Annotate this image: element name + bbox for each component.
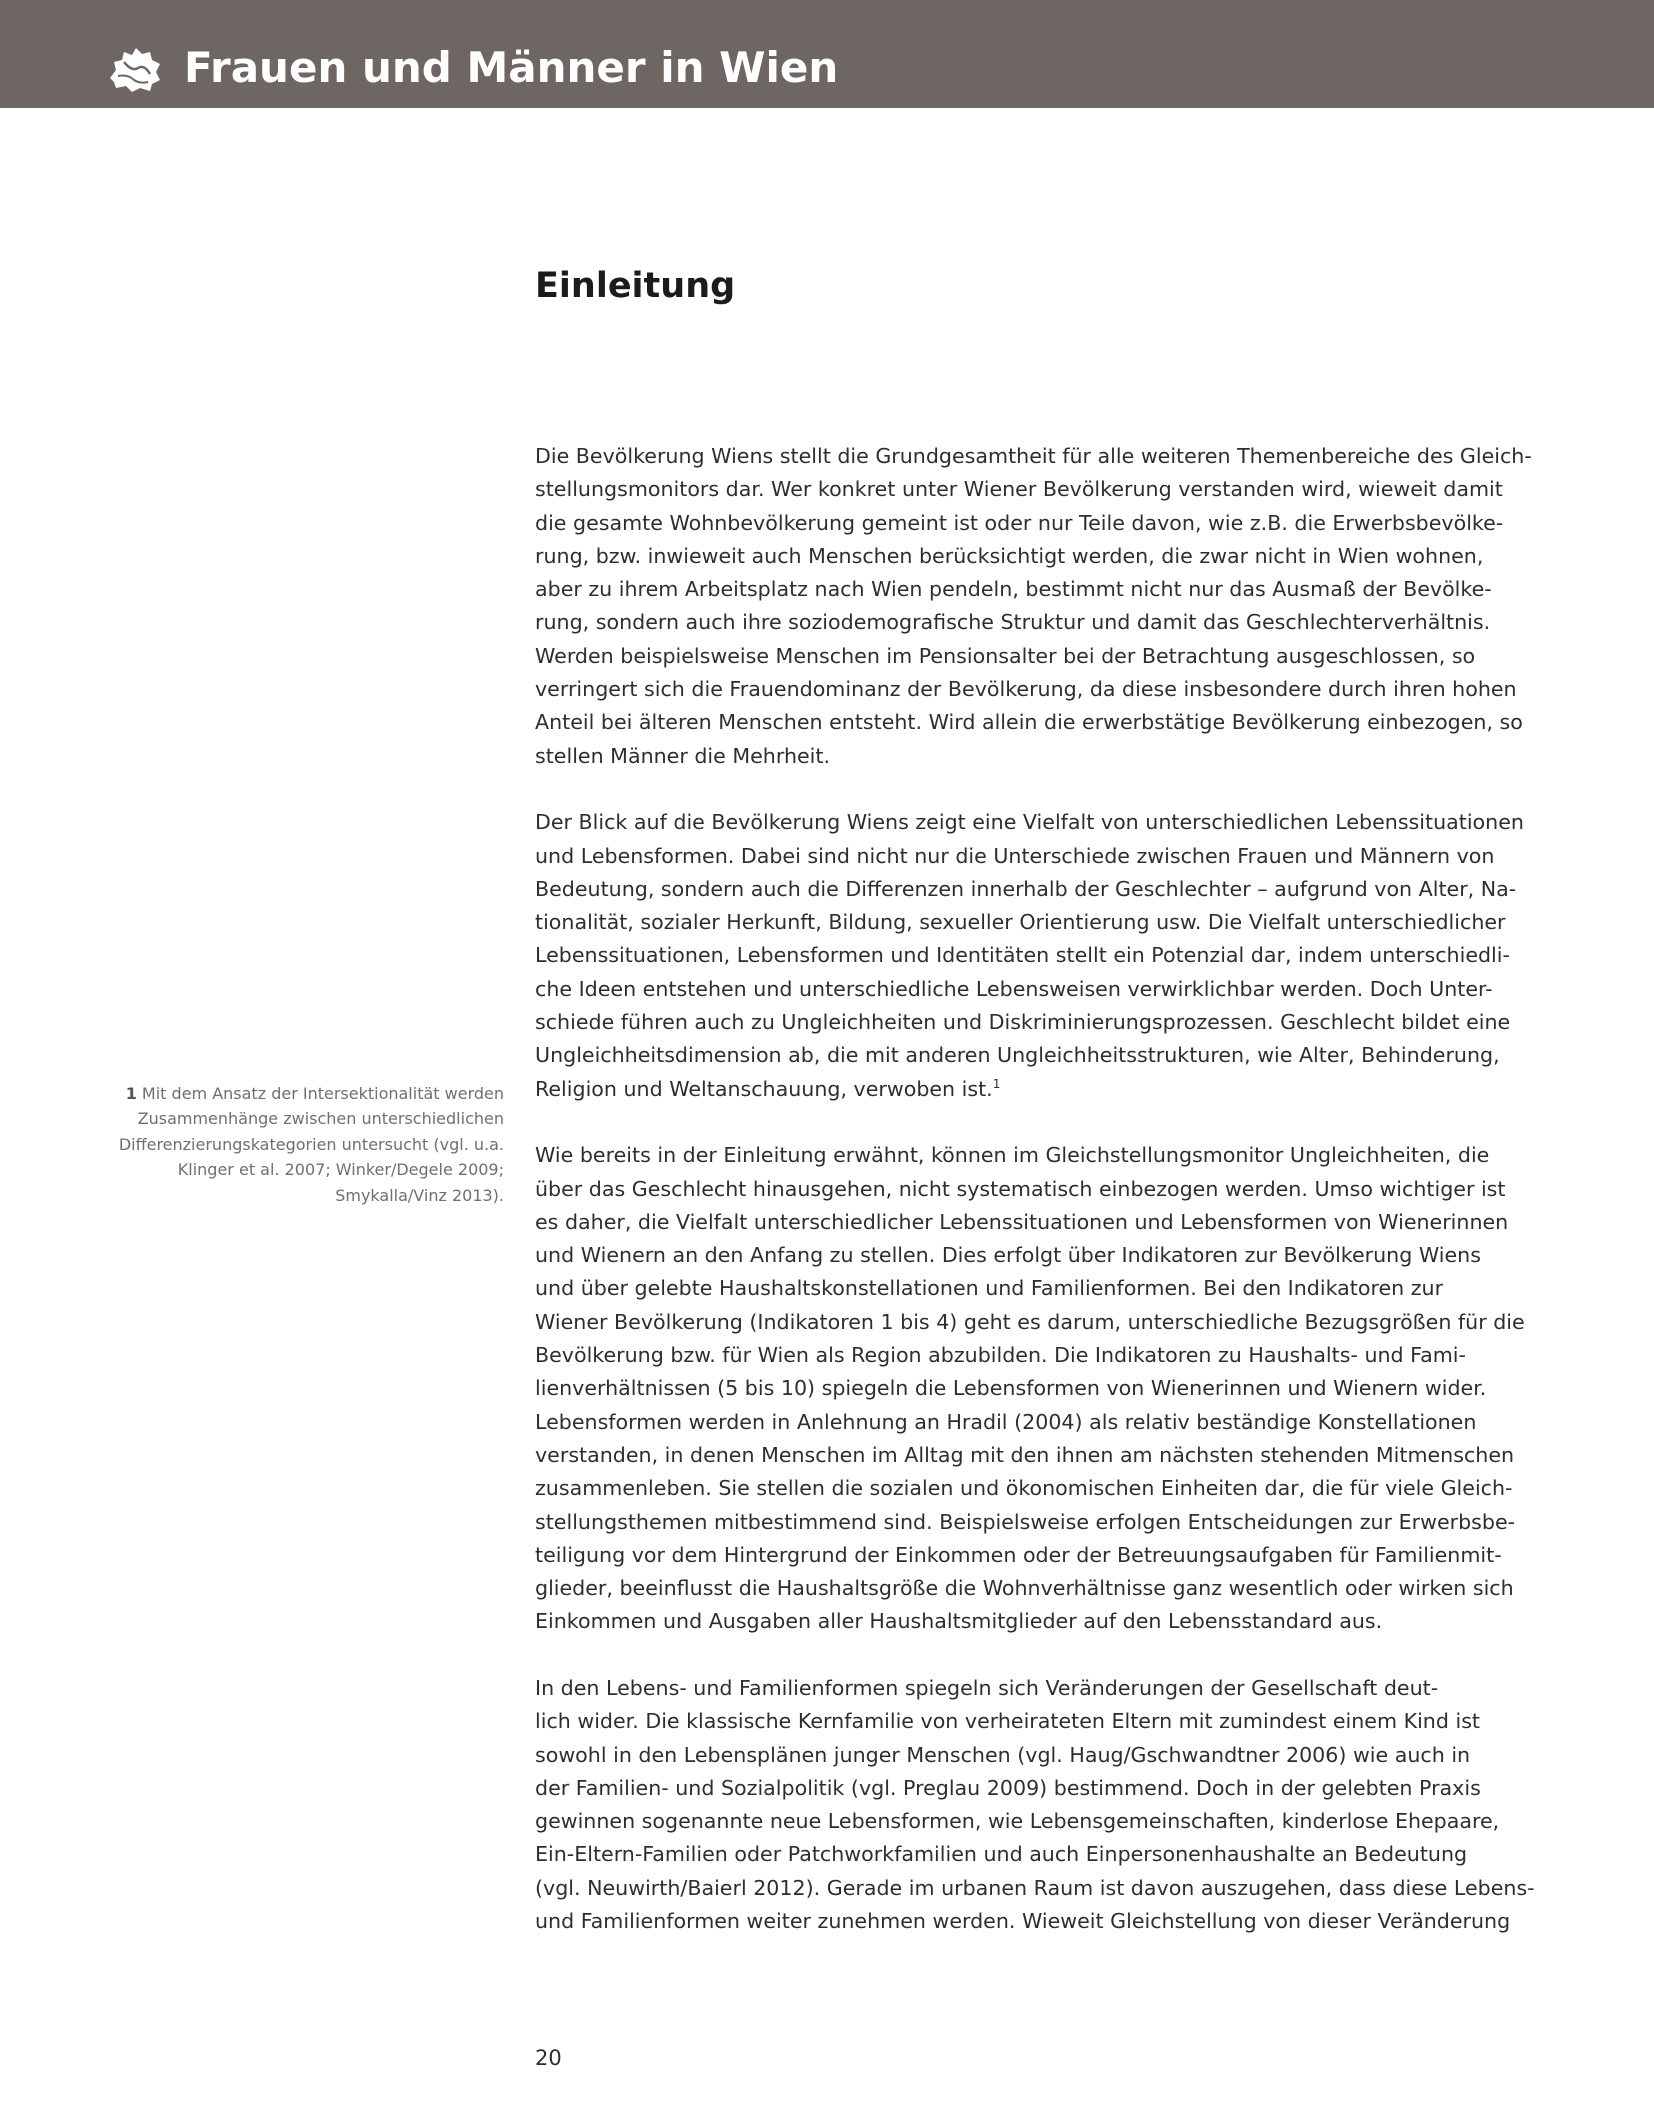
text-line: und Lebensformen. Dabei sind nicht nur die Unterschiede zwischen Frauen und Männern von — [535, 843, 1495, 868]
footnote-line: Zusammenhänge zwischen unterschiedlichen — [137, 1109, 504, 1129]
body-paragraph — [535, 440, 1532, 773]
text-line: Bevölkerung bzw. für Wien als Region abzubilden. Die Indikatoren zu Haushalts- und Fami- — [535, 1343, 1466, 1368]
page-number: 20 — [535, 2046, 562, 2070]
page-heading: Einleitung — [535, 266, 736, 306]
footnote-line: Differenzierungskategorien untersucht (vgl. u.a. — [118, 1134, 504, 1154]
body-paragraph — [535, 1139, 1525, 1638]
text-line: sowohl in den Lebensplänen junger Menschen (vgl. Haug/Gschwandtner 2006) wie auch in — [535, 1742, 1471, 1767]
text-line — [535, 1073, 1515, 1106]
text-line: Werden beispielsweise Menschen im Pensionsalter bei der Betrachtung ausgeschlossen, so — [535, 643, 1476, 668]
text-line: Die Bevölkerung Wiens stellt die Grundgesamtheit für alle weiteren Themenbereiche des Gleich- — [535, 444, 1532, 468]
text-line: Ein-Eltern-Familien oder Patchworkfamilien und auch Einpersonenhaushalte an Bedeutung — [535, 1842, 1468, 1867]
text-line: Ungleichheitsdimension ab, die mit anderen Ungleichheitsstrukturen, wie Alter, Behinderung, — [535, 1043, 1500, 1068]
text-line: rung, bzw. inwieweit auch Menschen berücksichtigt werden, die zwar nicht in Wien wohnen, — [535, 543, 1484, 568]
main-text — [535, 440, 1535, 1938]
text-line: gewinnen sogenannte neue Lebensformen, wie Lebensgemeinschaften, kinderlose Ehepaare, — [535, 1809, 1500, 1834]
header-bar — [0, 0, 1654, 108]
text-line: che Ideen entstehen und unterschiedliche Lebensweisen verwirklichbar werden. Doch Unter- — [535, 976, 1493, 1001]
text-line: verstanden, in denen Menschen im Alltag mit den ihnen am nächsten stehenden Mitmenschen — [535, 1442, 1515, 1467]
text-line: In den Lebens- und Familienformen spiegeln sich Veränderungen der Gesellschaft deut- — [535, 1675, 1439, 1700]
footnote — [100, 1081, 504, 1208]
text-line: und über gelebte Haushaltskonstellationen und Familienformen. Bei den Indikatoren zur — [535, 1276, 1444, 1301]
text-line: teiligung vor dem Hintergrund der Einkommen oder der Betreuungsaufgaben für Familienmit- — [535, 1542, 1502, 1567]
text-line: Einkommen und Ausgaben aller Haushaltsmitglieder auf den Lebensstandard aus. — [535, 1609, 1383, 1634]
text-line: aber zu ihrem Arbeitsplatz nach Wien pendeln, bestimmt nicht nur das Ausmaß der Bevölke- — [535, 577, 1492, 602]
text-line: Lebenssituationen, Lebensformen und Identitäten stellt ein Potenzial dar, indem unterschiedli- — [535, 943, 1510, 968]
text-line: verringert sich die Frauendominanz der Bevölkerung, da diese insbesondere durch ihren hohen — [535, 677, 1517, 702]
footnote-line — [100, 1081, 504, 1106]
text-line: der Familien- und Sozialpolitik (vgl. Preglau 2009) bestimmend. Doch in der gelebten Praxis — [535, 1775, 1481, 1800]
text-line: Lebensformen werden in Anlehnung an Hradil (2004) als relativ beständige Konstellationen — [535, 1409, 1477, 1434]
text-line: zusammenleben. Sie stellen die sozialen und ökonomischen Einheiten dar, die für viele Gleich- — [535, 1476, 1513, 1501]
text-line-content: Religion und Weltanschauung, verwoben ist. — [535, 1076, 993, 1101]
text-line: Wiener Bevölkerung (Indikatoren 1 bis 4) geht es darum, unterschiedliche Bezugsgrößen für die — [535, 1309, 1525, 1334]
text-line: stellungsmonitors dar. Wer konkret unter Wiener Bevölkerung verstanden wird, wieweit damit — [535, 477, 1503, 502]
footnote-line: Klinger et al. 2007; Winker/Degele 2009; — [177, 1160, 504, 1180]
text-line: stellungsthemen mitbestimmend sind. Beispielsweise erfolgen Entscheidungen zur Erwerbsbe- — [535, 1509, 1516, 1534]
footnote-number: 1 — [125, 1084, 137, 1103]
text-line: und Wienern an den Anfang zu stellen. Dies erfolgt über Indikatoren zur Bevölkerung Wiens — [535, 1243, 1481, 1268]
footnote-line: Smykalla/Vinz 2013). — [335, 1185, 504, 1205]
text-line: Wie bereits in der Einleitung erwähnt, können im Gleichstellungsmonitor Ungleichheiten, die — [535, 1143, 1490, 1168]
text-line: stellen Männer die Mehrheit. — [535, 743, 831, 768]
text-line: Anteil bei älteren Menschen entsteht. Wird allein die erwerbstätige Bevölkerung einbezogen, so — [535, 710, 1523, 735]
text-line: rung, sondern auch ihre soziodemografische Struktur und damit das Geschlechterverhältnis. — [535, 610, 1491, 635]
text-line: (vgl. Neuwirth/Baierl 2012). Gerade im urbanen Raum ist davon auszugehen, dass diese Lebens- — [535, 1875, 1535, 1900]
footnote-reference: 1 — [992, 1076, 1001, 1091]
header-title: Frauen und Männer in Wien — [184, 43, 839, 92]
text-line: schiede führen auch zu Ungleichheiten und Diskriminierungsprozessen. Geschlecht bildet eine — [535, 1010, 1511, 1035]
text-line: es daher, die Vielfalt unterschiedlicher Lebenssituationen und Lebensformen von Wienerinnen — [535, 1209, 1509, 1234]
body-paragraph — [535, 806, 1524, 1106]
text-line: lich wider. Die klassische Kernfamilie von verheirateten Eltern mit zumindest einem Kind ist — [535, 1709, 1480, 1734]
text-line: tionalität, sozialer Herkunft, Bildung, sexueller Orientierung usw. Die Vielfalt unterschiedlicher — [535, 910, 1506, 935]
text-line: Bedeutung, sondern auch die Differenzen innerhalb der Geschlechter – aufgrund von Alter, Na- — [535, 876, 1517, 901]
body-paragraph — [535, 1672, 1535, 1938]
text-line: die gesamte Wohnbevölkerung gemeint ist oder nur Teile davon, wie z.B. die Erwerbsbevölke- — [535, 510, 1504, 535]
vienna-map-icon — [106, 44, 162, 94]
text-line: lienverhältnissen (5 bis 10) spiegeln die Lebensformen von Wienerinnen und Wienern wider. — [535, 1376, 1487, 1401]
text-line: über das Geschlecht hinausgehen, nicht systematisch einbezogen werden. Umso wichtiger ist — [535, 1176, 1506, 1201]
text-line: und Familienformen weiter zunehmen werden. Wieweit Gleichstellung von dieser Veränderung — [535, 1909, 1511, 1934]
footnote-line-text: Mit dem Ansatz der Intersektionalität werden — [141, 1084, 504, 1103]
text-line: glieder, beeinflusst die Haushaltsgröße die Wohnverhältnisse ganz wesentlich oder wirken sich — [535, 1576, 1514, 1601]
text-line: Der Blick auf die Bevölkerung Wiens zeigt eine Vielfalt von unterschiedlichen Lebenssituationen — [535, 810, 1524, 835]
